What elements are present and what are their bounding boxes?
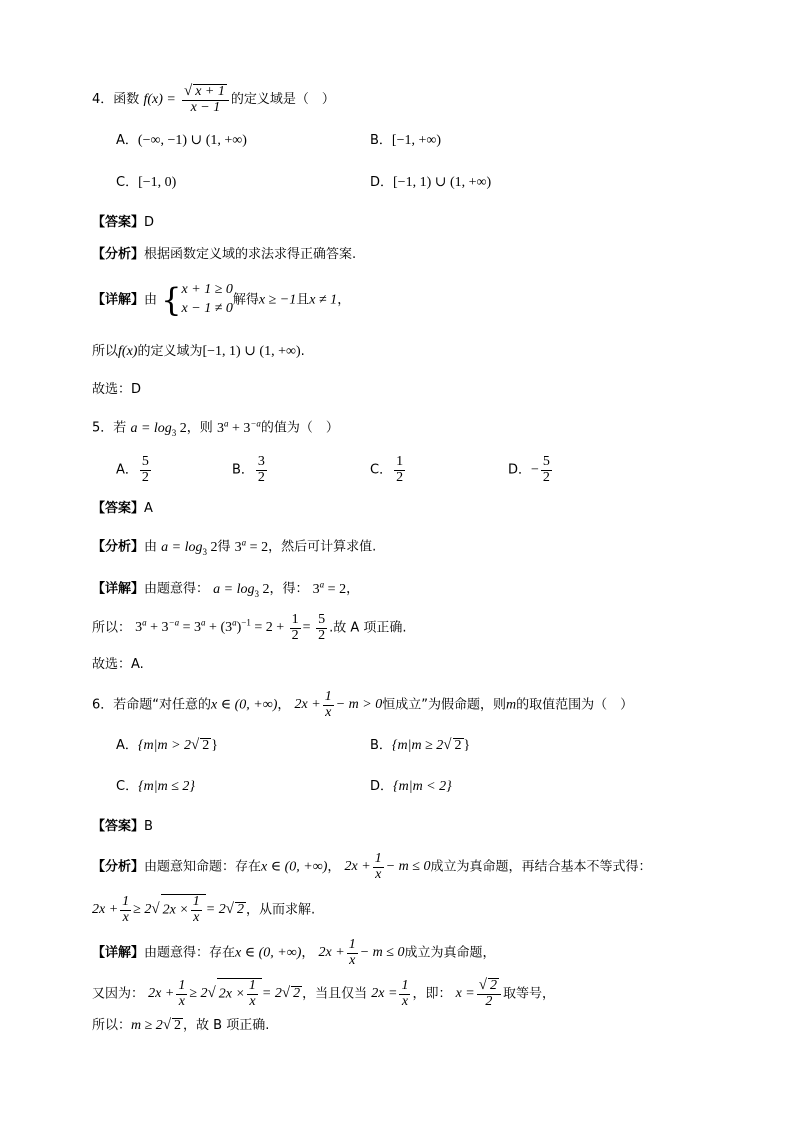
q5-option-b: B． $\frac{3}{2}$ <box>232 454 265 485</box>
q5-choose: 故选：A. <box>92 657 144 672</box>
q6-stem: 6．若命题“对任意的x ∈ (0, +∞)， 2x + $\frac{1}{x}$ − m > 0恒成立”为假命题，则m的取值范围为（ ） <box>92 689 634 720</box>
q5-option-c: C． $\frac{1}{2}$ <box>370 454 404 485</box>
q6-option-d: D．{m|m < 2} <box>370 779 452 794</box>
q5-calculation: 所以： $3^a + 3^{-a} = 3^a + (3^a)^{-1} = 2$ + $\frac{1}{2}$ = $\frac{5}{2}$ .故 A 项正确. <box>92 612 407 643</box>
q6-option-c: C．{m|m ≤ 2} <box>116 779 196 794</box>
q4-option-c: C．[−1, 0) <box>116 175 177 190</box>
q5-detail: 【详解】由题意得： $a = \log_3 2$，得： $3^a = 2$， <box>92 579 360 599</box>
brace-icon: { <box>161 280 182 319</box>
q6-also: 又因为： 2x + $\frac{1}{x}$ ≥ 2√ 2x × $\frac{1}{x}$ = 2√ 2 ，当且仅当 2x = $\frac{1}{x}$ ，即： x = $\frac{√ 2}{2}$ 取等号， <box>92 977 556 1010</box>
q4-conclusion: 所以f(x)的定义域为[−1, 1) ∪ (1, +∞). <box>92 344 305 359</box>
q6-analysis: 【分析】由题意知命题：存在x ∈ (0, +∞)， 2x + $\frac{1}{x}$ − m ≤ 0成立为真命题，再结合基本不等式得： <box>92 851 652 882</box>
q5-answer: 【答案】A <box>92 501 153 516</box>
q4-detail: 【详解】由 { x + 1 ≥ 0 x − 1 ≠ 0 解得x ≥ −1且x ≠ 1， <box>92 280 351 319</box>
q6-final: 所以：m ≥ 2√ 2 ，故 B 项正确. <box>92 1017 270 1033</box>
q4-fraction: $\frac{√ x + 1}{x - 1}$ <box>182 84 229 115</box>
q6-option-a: A．{m|m > 2√ 2 } <box>116 737 218 753</box>
q5-option-a: A． $\frac{5}{2}$ <box>116 454 149 485</box>
q5-stem: 5．若 $a = \log_3 2$，则 $3^a + 3^{-a}$的值为（ ） <box>92 418 339 438</box>
q4-analysis: 【分析】根据函数定义域的求法求得正确答案. <box>92 247 357 262</box>
q4-option-a: A．(−∞, −1) ∪ (1, +∞) <box>116 133 247 148</box>
q4-choose: 故选：D <box>92 382 142 397</box>
q4-system: x + 1 ≥ 0 x − 1 ≠ 0 <box>181 282 233 316</box>
q4-option-b: B．[−1, +∞) <box>370 133 442 148</box>
q4-option-d: D．[−1, 1) ∪ (1, +∞) <box>370 175 492 190</box>
q4-stem: 4．函数 f(x) = $\frac{√ x + 1}{x - 1}$ 的定义域是（ ） <box>92 83 335 115</box>
q6-option-b: B．{m|m ≥ 2√ 2 } <box>370 737 471 753</box>
q6-answer: 【答案】B <box>92 819 153 834</box>
q5-analysis: 【分析】由 $a = \log_3 2$得 $3^a = 2$，然后可计算求值. <box>92 537 377 557</box>
q4-answer: 【答案】D <box>92 215 155 230</box>
q6-detail: 【详解】由题意得：存在x ∈ (0, +∞)， 2x + $\frac{1}{x}$ − m ≤ 0成立为真命题， <box>92 937 496 968</box>
q6-inequality: 2x + $\frac{1}{x}$ ≥ 2√ 2x × $\frac{1}{x}$ = 2√ 2 ，从而求解. <box>92 894 316 925</box>
q5-option-d: D．− $\frac{5}{2}$ <box>508 454 550 485</box>
